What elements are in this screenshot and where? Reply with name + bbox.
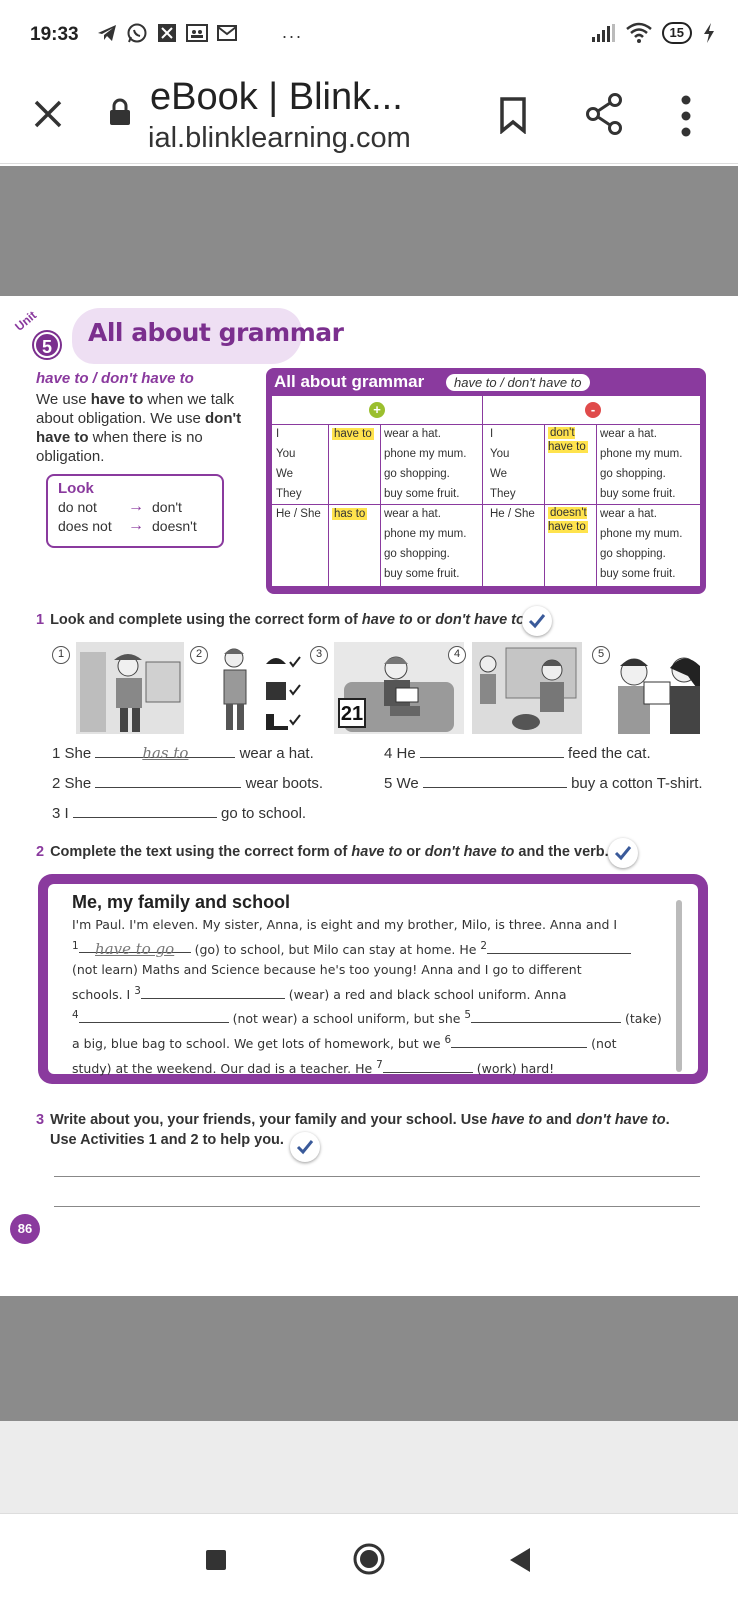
minus-icon: - bbox=[585, 402, 601, 418]
text-span: (go) to school, but Milo can stay at home. He bbox=[190, 941, 481, 957]
text-span: study) at the weekend. Our dad is a teacher. He bbox=[72, 1060, 377, 1076]
gap-number: 3 bbox=[134, 984, 141, 997]
look-box bbox=[46, 474, 224, 548]
subject: I bbox=[276, 428, 280, 440]
item-post: wear boots. bbox=[245, 775, 324, 792]
text-line bbox=[72, 1005, 674, 1030]
system-nav-bar bbox=[0, 1513, 738, 1600]
item-number: 2 bbox=[52, 775, 61, 792]
heading-part: have to bbox=[491, 1112, 543, 1128]
text-span: (not wear) a school uniform, but she bbox=[228, 1011, 465, 1027]
gap-2[interactable] bbox=[487, 940, 631, 954]
exercise1-item bbox=[52, 744, 314, 762]
text-span: (work) hard! bbox=[472, 1060, 555, 1076]
unit-label: Unit bbox=[12, 308, 40, 334]
item-number: 3 bbox=[52, 805, 61, 822]
heading-part: and the verb. bbox=[514, 844, 609, 860]
item-pre: We bbox=[396, 775, 419, 792]
system-icons bbox=[590, 22, 716, 44]
bookmark-icon[interactable] bbox=[498, 96, 528, 134]
verb-have-to: have to bbox=[334, 428, 372, 440]
phrase: go shopping. bbox=[600, 548, 666, 560]
subject: You bbox=[276, 448, 296, 460]
subject: He / She bbox=[276, 508, 321, 520]
heading-part: or bbox=[412, 612, 436, 628]
phrase: phone my mum. bbox=[384, 448, 467, 460]
check-answer-button[interactable] bbox=[608, 838, 638, 868]
subject: They bbox=[276, 488, 302, 500]
text-span: a big, blue bag to school. We get lots of homework, but we bbox=[72, 1036, 445, 1052]
charging-icon bbox=[702, 22, 716, 44]
illustration-boy-reading bbox=[334, 642, 464, 734]
phrase: buy some fruit. bbox=[384, 568, 460, 580]
item-pre: I bbox=[64, 805, 69, 822]
look-from: does not bbox=[58, 517, 112, 534]
answer-blank[interactable] bbox=[95, 774, 241, 788]
ebook-page bbox=[4, 296, 734, 1296]
verb-doesnt-have-to: doesn't have to bbox=[548, 507, 587, 533]
item-pre: She bbox=[64, 775, 92, 792]
subject-list bbox=[276, 424, 302, 504]
battery-level: 15 bbox=[669, 25, 684, 40]
table-divider bbox=[596, 424, 597, 586]
text-box bbox=[38, 874, 708, 1084]
heading-part: Use Activities 1 and 2 to help you. bbox=[50, 1132, 284, 1148]
intro-text bbox=[36, 390, 256, 466]
intro-part: when there is no obligation. bbox=[36, 429, 203, 465]
item-post: wear a hat. bbox=[239, 745, 314, 762]
answer-blank[interactable] bbox=[423, 774, 567, 788]
picture-number: 3 bbox=[310, 646, 328, 664]
text-box-inner bbox=[48, 884, 698, 1074]
exercise2-heading bbox=[36, 844, 609, 860]
look-to: don't bbox=[152, 498, 182, 515]
picture-number: 2 bbox=[190, 646, 208, 664]
grammar-box-pill: have to / don't have to bbox=[446, 374, 590, 391]
heading-part: Write about you, your friends, your family and your school. Use bbox=[50, 1112, 492, 1128]
unit-number: 5 bbox=[34, 332, 60, 358]
exercise1-item bbox=[52, 774, 323, 792]
plus-icon: + bbox=[369, 402, 385, 418]
grammar-box bbox=[266, 368, 706, 594]
exercise3-heading bbox=[36, 1110, 676, 1150]
illustration-girl-in-uniform bbox=[214, 642, 304, 734]
intro-part: when we talk about obligation. We use bbox=[36, 391, 235, 427]
url-display[interactable]: ial.blinklearning.com bbox=[148, 122, 411, 154]
illustration-boy-feeding-cat bbox=[472, 642, 582, 734]
more-vert-icon[interactable] bbox=[680, 94, 692, 138]
gap-number: 4 bbox=[72, 1009, 79, 1022]
lock-icon[interactable] bbox=[108, 98, 132, 126]
grammar-table bbox=[272, 396, 700, 586]
phrase: wear a hat. bbox=[600, 428, 657, 440]
subject: I bbox=[490, 428, 494, 440]
text-line bbox=[72, 936, 674, 961]
text-line bbox=[72, 981, 674, 1006]
phrase: phone my mum. bbox=[600, 448, 683, 460]
text-line: (not learn) Maths and Science because he's too young! Anna and I go to different bbox=[72, 962, 582, 978]
subject-list bbox=[490, 424, 516, 504]
exercise1-heading bbox=[36, 612, 529, 628]
arrow-right-icon: → bbox=[128, 497, 144, 515]
table-divider bbox=[544, 424, 545, 586]
text-body bbox=[72, 915, 674, 1079]
heading-part: or bbox=[402, 844, 425, 860]
look-to: doesn't bbox=[152, 517, 197, 534]
intro-part-bold: have to bbox=[90, 391, 144, 408]
verb-dont-have-to: don't have to bbox=[548, 427, 586, 453]
item-number: 4 bbox=[384, 745, 393, 762]
telegram-icon bbox=[96, 22, 118, 44]
item-post: buy a cotton T-shirt. bbox=[571, 775, 703, 792]
calendar-date: 21 bbox=[338, 698, 366, 728]
phrase-list bbox=[600, 504, 682, 584]
subject: We bbox=[490, 468, 508, 480]
notification-icons bbox=[96, 22, 238, 44]
gap-6[interactable] bbox=[451, 1034, 587, 1048]
photos-icon bbox=[156, 22, 178, 44]
answer-blank[interactable] bbox=[73, 804, 217, 818]
text-title: Me, my family and school bbox=[72, 892, 291, 912]
heading-part: have to bbox=[361, 612, 413, 628]
status-time: 19:33 bbox=[30, 24, 79, 45]
page-title[interactable]: eBook | Blink... bbox=[150, 76, 403, 118]
check-answer-button[interactable] bbox=[522, 606, 552, 636]
viewer-background-top bbox=[0, 166, 738, 296]
heading-part: Look and complete using the correct form of bbox=[50, 612, 362, 628]
recents-icon[interactable] bbox=[206, 1550, 226, 1570]
exercise-number: 3 bbox=[36, 1112, 45, 1128]
page-number: 86 bbox=[10, 1214, 40, 1244]
arrow-right-icon: → bbox=[128, 516, 144, 534]
verb-has-to: has to bbox=[334, 508, 366, 520]
phrase: buy some fruit. bbox=[600, 568, 676, 580]
heading-part: don't have to bbox=[435, 612, 525, 628]
whatsapp-icon bbox=[126, 22, 148, 44]
text-line bbox=[72, 1055, 674, 1080]
verb-cell bbox=[332, 504, 367, 524]
look-title: Look bbox=[58, 480, 94, 497]
phrase: go shopping. bbox=[600, 468, 666, 480]
wifi-icon bbox=[626, 22, 652, 44]
verb-cell bbox=[548, 506, 594, 534]
text-span: schools. I bbox=[72, 986, 135, 1002]
phrase: phone my mum. bbox=[384, 528, 467, 540]
handwritten-answer: has to bbox=[142, 744, 189, 762]
close-icon[interactable] bbox=[30, 96, 66, 132]
exercise1-item bbox=[52, 804, 306, 822]
teams-icon bbox=[186, 22, 208, 44]
phrase-list bbox=[600, 424, 682, 504]
intro-part-bold: don't have to bbox=[36, 410, 242, 446]
heading-part: . bbox=[524, 612, 529, 628]
picture-number: 5 bbox=[592, 646, 610, 664]
exercise1-item bbox=[384, 774, 703, 792]
heading-part: don't have to bbox=[575, 1112, 666, 1128]
sub-heading: have to / don't have to bbox=[36, 370, 194, 387]
check-answer-button[interactable] bbox=[290, 1132, 320, 1162]
writing-line[interactable] bbox=[54, 1206, 700, 1207]
gap-number: 7 bbox=[376, 1058, 383, 1071]
text-line bbox=[72, 1030, 674, 1055]
browser-toolbar bbox=[0, 72, 738, 164]
item-number: 1 bbox=[52, 745, 61, 762]
text-span: (not bbox=[587, 1036, 617, 1052]
phrase: go shopping. bbox=[384, 468, 450, 480]
signal-icon bbox=[590, 23, 616, 43]
phrase: buy some fruit. bbox=[384, 488, 460, 500]
heading-part: have to bbox=[351, 844, 403, 860]
gap-number: 2 bbox=[480, 939, 488, 952]
item-post: go to school. bbox=[221, 805, 307, 822]
phrase: buy some fruit. bbox=[600, 488, 676, 500]
viewer-background-bottom bbox=[0, 1296, 738, 1421]
item-pre: She bbox=[64, 745, 92, 762]
text-span: (wear) a red and black school uniform. Anna bbox=[284, 986, 567, 1002]
subject: They bbox=[490, 488, 516, 500]
phrase-list bbox=[384, 504, 466, 584]
gap-3[interactable] bbox=[141, 985, 285, 999]
subject: He / She bbox=[490, 508, 535, 520]
answer-blank[interactable] bbox=[95, 744, 235, 762]
share-icon[interactable] bbox=[584, 92, 624, 136]
item-pre: He bbox=[396, 745, 416, 762]
heading-part: . bbox=[665, 1112, 670, 1128]
exercise-number: 1 bbox=[36, 612, 45, 628]
phrase: wear a hat. bbox=[600, 508, 657, 520]
gap-4[interactable] bbox=[79, 1009, 229, 1023]
home-icon[interactable] bbox=[352, 1542, 386, 1576]
phrase: go shopping. bbox=[384, 548, 450, 560]
gap-number: 5 bbox=[464, 1009, 472, 1022]
heading-part: and bbox=[542, 1112, 576, 1128]
exercise1-item bbox=[384, 744, 651, 762]
viewer-footer-area bbox=[0, 1421, 738, 1513]
illustration-two-shoppers bbox=[604, 642, 714, 734]
answer-blank[interactable] bbox=[420, 744, 564, 758]
phrase: phone my mum. bbox=[600, 528, 683, 540]
illustration-girl-with-hat bbox=[76, 642, 184, 734]
main-title: All about grammar bbox=[88, 318, 344, 347]
gap-number: 1 bbox=[72, 939, 79, 952]
status-bar bbox=[0, 0, 738, 72]
writing-line[interactable] bbox=[54, 1176, 700, 1177]
look-row bbox=[58, 497, 212, 516]
phrase-list bbox=[384, 424, 466, 504]
intro-part: We use bbox=[36, 391, 91, 408]
gap-number: 6 bbox=[444, 1033, 452, 1046]
more-notifications: ... bbox=[282, 22, 304, 42]
phrase: wear a hat. bbox=[384, 508, 441, 520]
subject: We bbox=[276, 468, 294, 480]
text-scrollbar[interactable] bbox=[676, 900, 682, 1072]
look-from: do not bbox=[58, 498, 97, 515]
text-span: (take) bbox=[621, 1011, 662, 1027]
picture-number: 1 bbox=[52, 646, 70, 664]
heading-part: Complete the text using the correct form of bbox=[50, 844, 352, 860]
verb-cell bbox=[548, 426, 594, 454]
table-divider bbox=[328, 424, 329, 586]
back-icon[interactable] bbox=[508, 1546, 532, 1574]
phrase: wear a hat. bbox=[384, 428, 441, 440]
subject: You bbox=[490, 448, 510, 460]
item-post: feed the cat. bbox=[568, 745, 651, 762]
exercise-number: 2 bbox=[36, 844, 45, 860]
picture-number: 4 bbox=[448, 646, 466, 664]
gmail-icon bbox=[216, 22, 238, 44]
table-divider bbox=[380, 424, 381, 586]
handwritten-answer: have to go bbox=[95, 939, 175, 958]
battery-icon bbox=[662, 22, 692, 44]
verb-cell bbox=[332, 424, 374, 444]
text-line: I'm Paul. I'm eleven. My sister, Anna, is eight and my brother, Milo, is three. Anna and I bbox=[72, 917, 618, 932]
gap-1[interactable] bbox=[79, 939, 191, 958]
grammar-box-title: All about grammar bbox=[274, 372, 425, 391]
look-row bbox=[58, 516, 212, 535]
item-number: 5 bbox=[384, 775, 393, 792]
heading-part: don't have to bbox=[424, 844, 515, 860]
gap-7[interactable] bbox=[383, 1059, 473, 1073]
gap-5[interactable] bbox=[471, 1009, 621, 1023]
